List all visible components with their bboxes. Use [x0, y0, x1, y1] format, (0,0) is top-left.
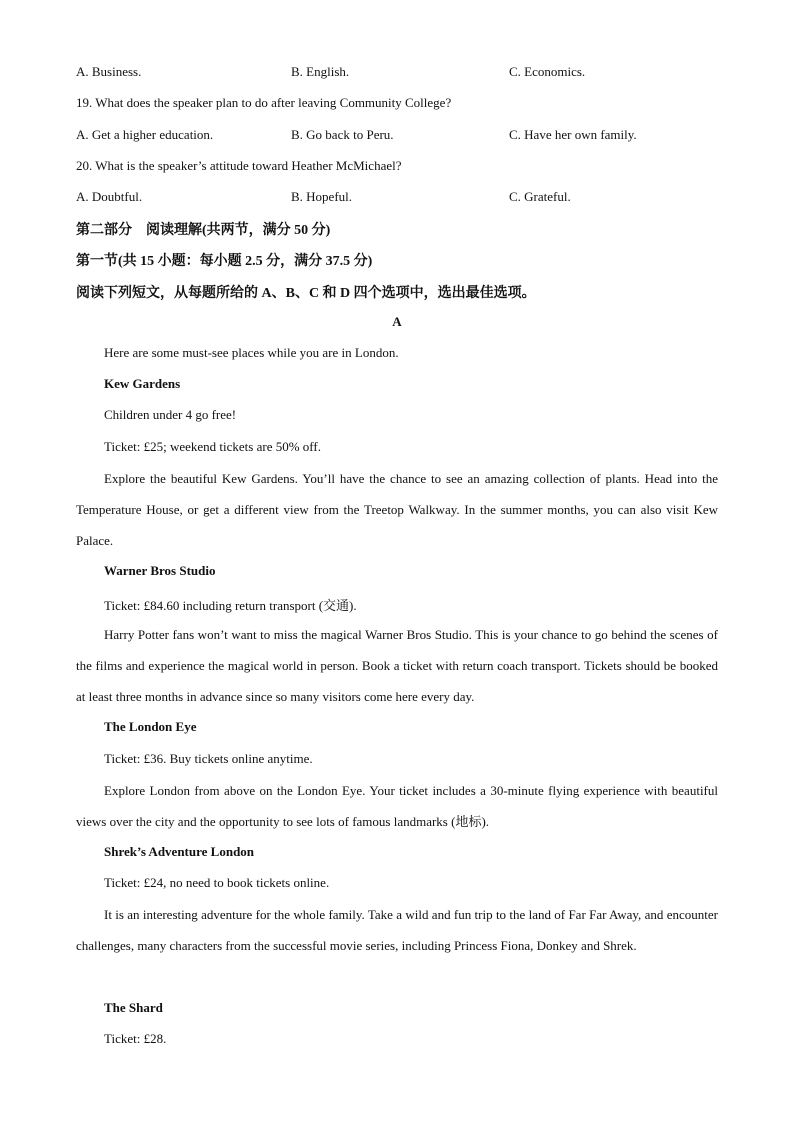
- q19-option-b: B. Go back to Peru.: [291, 127, 394, 142]
- warner-ticket: Ticket: £84.60 including return transport (交通).: [104, 598, 357, 613]
- q18-option-c: C. Economics.: [509, 64, 586, 79]
- shard-ticket: Ticket: £28.: [104, 1031, 167, 1046]
- kew-body: Explore the beautiful Kew Gardens. You’ll have the chance to see an amazing collection of plants. Head into the Temperature House, or get a different view from the Treetop Walkway. In the summer months, you can also visit Kew Palace.: [76, 471, 718, 549]
- eye-ticket: Ticket: £36. Buy tickets online anytime.: [104, 751, 313, 766]
- q19-option-c: C. Have her own family.: [509, 127, 637, 142]
- kew-ticket: Ticket: £25; weekend tickets are 50% off.: [104, 439, 321, 454]
- eye-title: The London Eye: [104, 719, 197, 734]
- warner-body: Harry Potter fans won’t want to miss the magical Warner Bros Studio. This is your chance to go behind the scenes of the films and experience the magical world in person. Book a ticket with return coach transport. Tickets should be booked at least three months in advance since so many visitors come here every day.: [76, 627, 718, 705]
- shard-title: The Shard: [104, 1000, 163, 1015]
- shrek-title: Shrek’s Adventure London: [104, 844, 255, 859]
- section-instruction: 阅读下列短文，从每题所给的 A、B、C 和 D 四个选项中，选出最佳选项。: [76, 286, 536, 301]
- passage-label: A: [392, 314, 402, 329]
- passage-intro: Here are some must-see places while you are in London.: [104, 345, 399, 360]
- q18-option-a: A. Business.: [76, 64, 142, 79]
- q18-option-b: B. English.: [291, 64, 350, 79]
- shrek-ticket: Ticket: £24, no need to book tickets online.: [104, 875, 330, 890]
- q20-option-a: A. Doubtful.: [76, 189, 143, 204]
- kew-title: Kew Gardens: [104, 376, 181, 391]
- kew-children-note: Children under 4 go free!: [104, 407, 237, 422]
- section-sub-heading: 第一节(共 15 小题：每小题 2.5 分，满分 37.5 分): [76, 254, 373, 269]
- q19-question: 19. What does the speaker plan to do after leaving Community College?: [76, 95, 452, 110]
- shrek-body: It is an interesting adventure for the whole family. Take a wild and fun trip to the land of Far Far Away, and encounter challenges, many characters from the successful movie series, including Princess Fiona, Donkey and Shrek.: [76, 907, 718, 954]
- section-part-heading: 第二部分 阅读理解(共两节，满分 50 分): [76, 223, 331, 238]
- q20-option-b: B. Hopeful.: [291, 189, 353, 204]
- q20-question: 20. What is the speaker’s attitude toward Heather McMichael?: [76, 158, 402, 173]
- warner-title: Warner Bros Studio: [104, 563, 216, 578]
- q20-option-c: C. Grateful.: [509, 189, 571, 204]
- eye-body: Explore London from above on the London Eye. Your ticket includes a 30-minute flying experience with beautiful views over the city and the opportunity to see lots of famous landmarks (地标).: [76, 783, 718, 830]
- q19-option-a: A. Get a higher education.: [76, 127, 214, 142]
